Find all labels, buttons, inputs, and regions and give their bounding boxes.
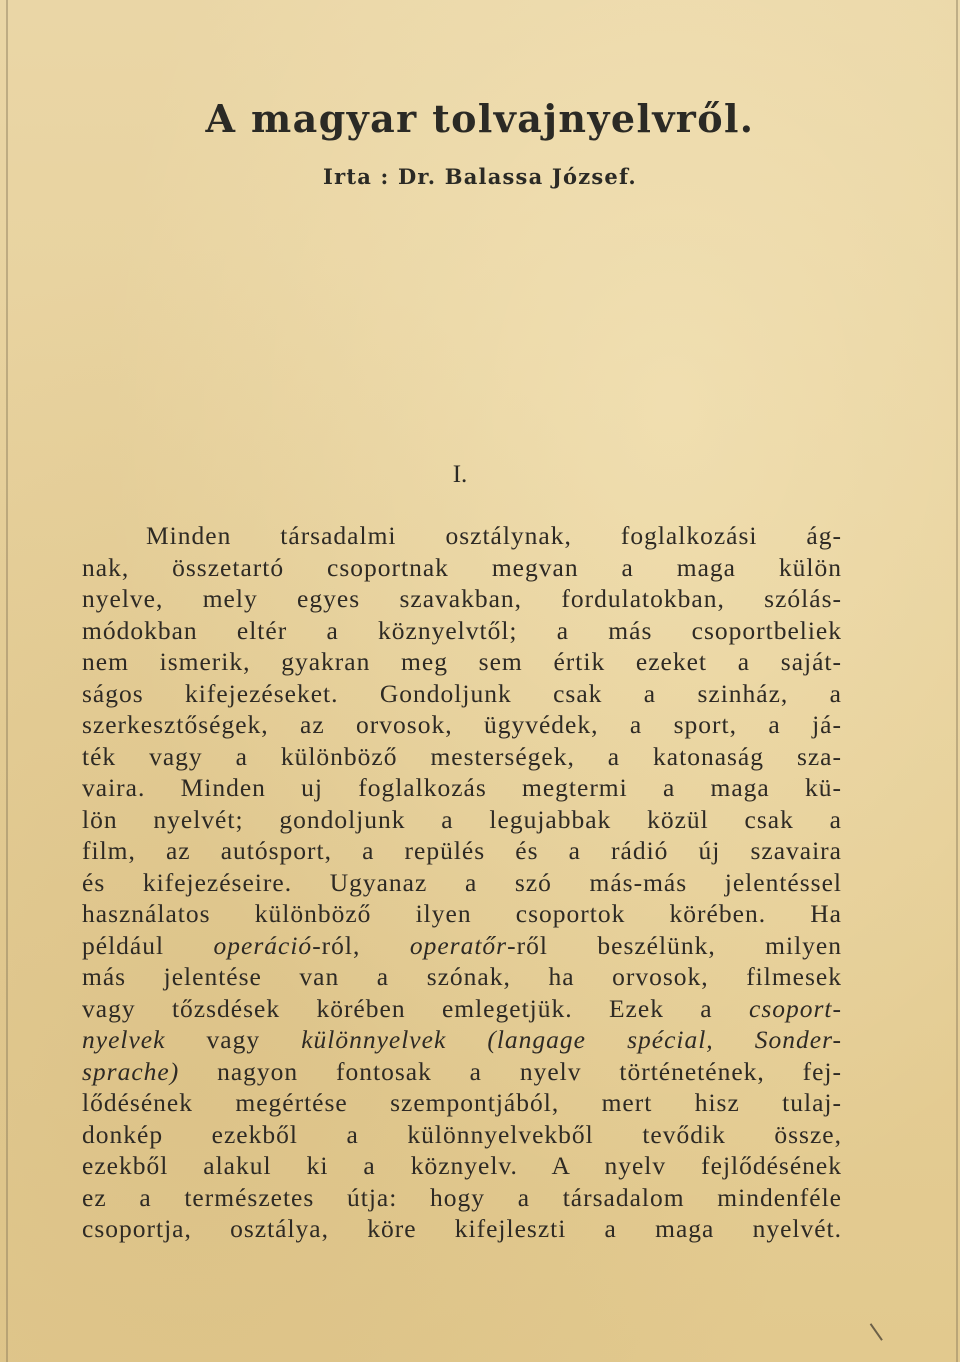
text-run: nak, összetartó csoportnak megvan a maga külön: [82, 552, 842, 582]
paragraph-line: [82, 646, 842, 678]
text-run: csoportja, osztálya, köre kifejleszti a maga nyelvét.: [82, 1214, 842, 1243]
text-run: donkép ezekből a különnyelvekből tevődik össze,: [82, 1119, 842, 1149]
text-run: módokban eltér a köznyelvtől; a más csoportbeliek: [82, 615, 842, 645]
paragraph-line: [82, 961, 842, 993]
text-run: nagyon fontosak a nyelv történetének, fej-: [179, 1056, 842, 1086]
scan-mark: [870, 1315, 895, 1341]
text-run: nem ismerik, gyakran meg sem értik ezeket a saját-: [82, 647, 842, 676]
italic-text: sprache): [82, 1056, 180, 1086]
scan-edge-right: [956, 0, 958, 1362]
text-run: vagy tőzsdések körében emlegetjük. Ezek a: [82, 993, 749, 1023]
text-run: például: [82, 930, 214, 960]
italic-text: operatőr: [409, 930, 508, 960]
text-run: ték vagy a különböző mesterségek, a katonaság sza-: [82, 741, 842, 771]
italic-text: csoport-: [749, 993, 842, 1023]
italic-text: nyelvek: [82, 1025, 166, 1054]
paragraph-line: [82, 835, 842, 867]
text-run: ez a természetes útja: hogy a társadalom mindenféle: [82, 1182, 842, 1212]
article-title: A magyar tolvajnyelvről.: [205, 96, 755, 141]
paragraph-line: [82, 804, 842, 836]
text-run: Minden társadalmi osztálynak, foglalkozási ág-: [146, 521, 842, 550]
paragraph-line: [82, 615, 842, 647]
article-byline: Irta : Dr. Balassa József.: [323, 164, 637, 189]
text-run: lődésének megértése szempontjából, mert hisz tulaj-: [82, 1088, 842, 1117]
paragraph-line: [82, 867, 842, 899]
paragraph-line: [82, 520, 842, 552]
body-paragraph: [82, 520, 842, 1245]
paragraph-line: [82, 898, 842, 930]
text-run: és kifejezéseire. Ugyanaz a szó más-más jelentéssel: [82, 867, 842, 897]
paragraph-line: [82, 678, 842, 710]
text-run: vagy: [165, 1025, 302, 1054]
paragraph-line: [82, 930, 842, 962]
paragraph-line: [82, 1213, 842, 1245]
paragraph-line: [82, 1182, 842, 1214]
paragraph-line: [82, 772, 842, 804]
text-run: vaira. Minden uj foglalkozás megtermi a maga kü-: [82, 773, 842, 802]
text-run: -ről beszélünk, milyen: [507, 930, 842, 960]
text-run: -ról,: [312, 930, 410, 960]
text-run: más jelentése van a szónak, ha orvosok, filmesek: [82, 962, 842, 991]
italic-text: különnyelvek (langage spécial, Sonder-: [301, 1025, 842, 1054]
text-run: szerkesztőségek, az orvosok, ügyvédek, a sport, a já-: [82, 710, 842, 739]
scan-edge-left: [6, 0, 8, 1362]
paragraph-line: [82, 1024, 842, 1056]
text-run: használatos különböző ilyen csoportok körében. Ha: [82, 899, 842, 928]
paragraph-line: [82, 741, 842, 773]
text-run: ezekből alakul ki a köznyelv. A nyelv fejlődésének: [82, 1151, 842, 1180]
text-run: ságos kifejezéseket. Gondoljunk csak a szinház, a: [82, 678, 842, 708]
italic-text: operáció: [213, 930, 313, 960]
paragraph-line: [82, 993, 842, 1025]
text-run: film, az autósport, a repülés és a rádió új szavaira: [82, 836, 842, 865]
text-run: lön nyelvét; gondoljunk a legujabbak közül csak a: [82, 804, 842, 834]
paragraph-line: [82, 552, 842, 584]
paragraph-line: [82, 1056, 842, 1088]
paragraph-line: [82, 709, 842, 741]
section-number: I.: [452, 461, 468, 488]
text-run: nyelve, mely egyes szavakban, fordulatokban, szólás-: [82, 584, 842, 613]
paragraph-line: [82, 1119, 842, 1151]
paragraph-line: [82, 1087, 842, 1119]
paragraph-line: [82, 583, 842, 615]
paragraph-line: [82, 1150, 842, 1182]
